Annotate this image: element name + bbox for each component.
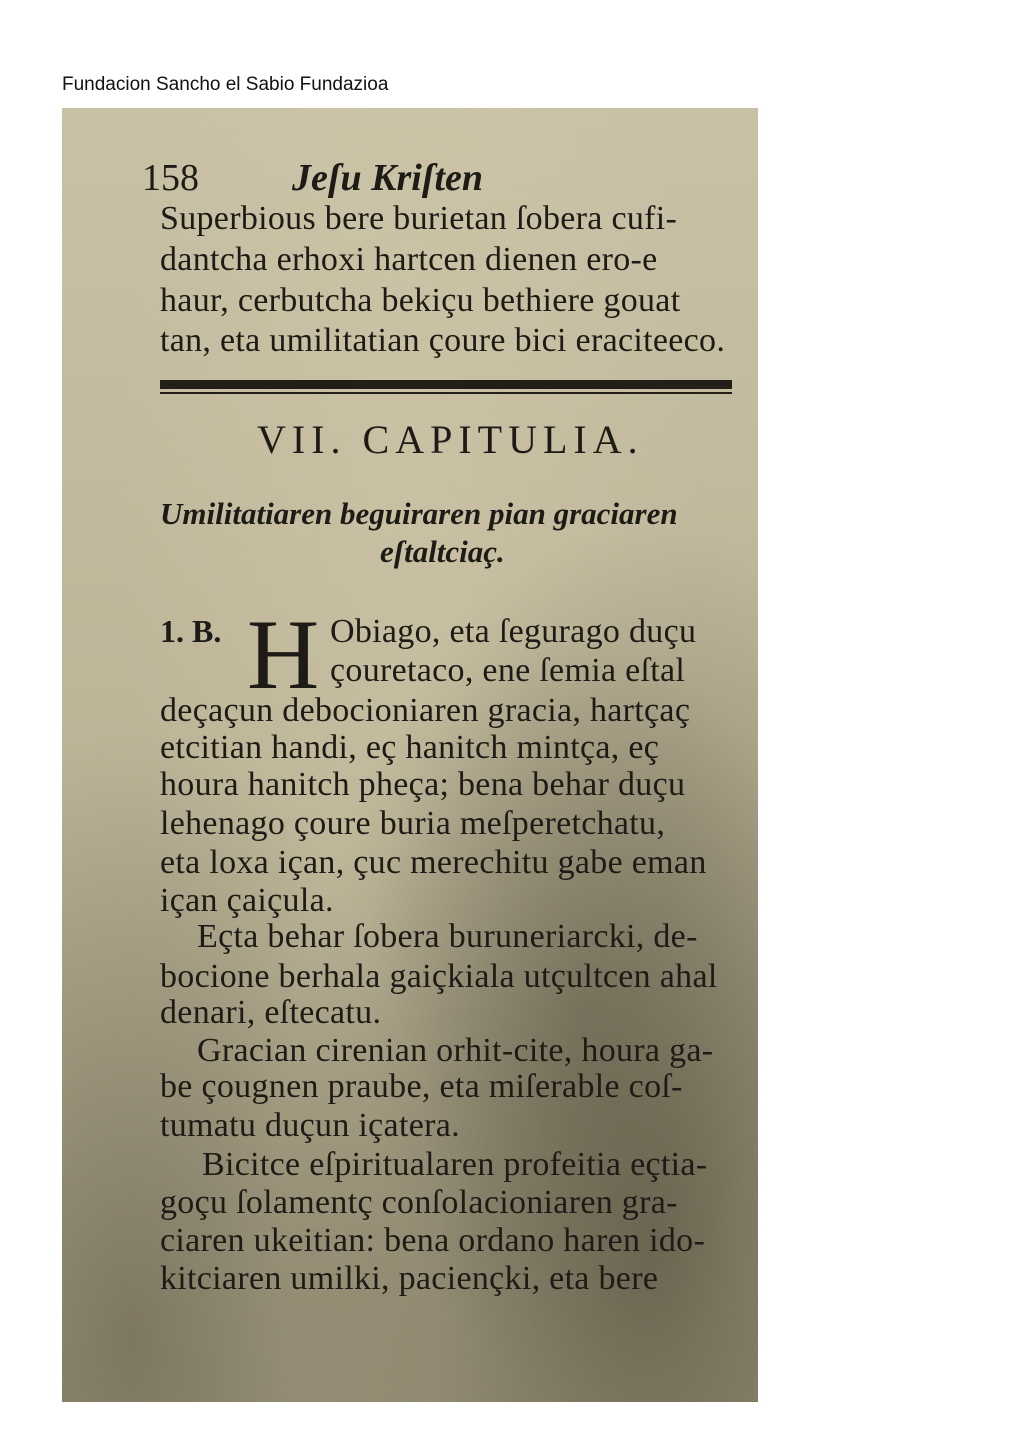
running-head (142, 156, 483, 200)
top-line: haur, cerbutcha bekiçu bethiere gouat (160, 282, 681, 319)
chapter-rule-thin (160, 392, 732, 394)
top-line: tan, eta umilitatian çoure bici eraciteeco. (160, 322, 726, 359)
chapter-heading: VII. CAPITULIA. (257, 417, 644, 462)
chapter-rule-thick (160, 380, 732, 389)
body-line: lehenago çoure buria meſperetchatu, (160, 805, 666, 842)
drop-cap: H (247, 599, 320, 710)
body-line: houra hanitch pheça; bena behar duçu (160, 766, 686, 803)
body-line: çouretaco, ene ſemia eſtal (330, 652, 686, 689)
running-title: Jeſu Kriſten (292, 157, 484, 199)
body-line: etcitian handi, eç hanitch mintça, eç (160, 729, 660, 766)
body-line: Eçta behar ſobera buruneriarcki, de- (197, 918, 698, 955)
body-line: deçaçun debocioniaren gracia, hartçaç (160, 692, 691, 729)
body-line: ciaren ukeitian: bena ordano haren ido- (160, 1222, 706, 1259)
chapter-subtitle-line: eſtaltciaç. (380, 534, 505, 569)
body-line: eta loxa içan, çuc merechitu gabe eman (160, 844, 707, 881)
body-line: kitciaren umilki, paciençki, eta bere (160, 1260, 659, 1297)
body-line: bocione berhala gaiçkiala utçultcen ahal (160, 958, 718, 995)
verse-mark: 1. B. (160, 613, 222, 649)
page-number: 158 (142, 157, 199, 199)
body-line: içan çaiçula. (160, 882, 334, 919)
top-line: dantcha erhoxi hartcen dienen ero-e (160, 241, 658, 278)
source-header: Fundacion Sancho el Sabio Fundazioa (62, 74, 389, 95)
body-line: denari, eſtecatu. (160, 994, 382, 1031)
body-line: be çougnen praube, eta miſerable coſ- (160, 1068, 683, 1105)
top-line: Superbious bere burietan ſobera cufi- (160, 200, 678, 237)
chapter-subtitle-line: Umilitatiaren beguiraren pian graciaren (160, 496, 678, 531)
body-line: tumatu duçun içatera. (160, 1107, 460, 1144)
body-line: Gracian cirenian orhit-cite, houra ga- (197, 1032, 714, 1069)
body-line: Obiago, eta ſegurago duçu (330, 613, 697, 650)
scanned-page (62, 108, 758, 1402)
body-line: goçu ſolamentç conſolacioniaren gra- (160, 1184, 678, 1221)
body-line: Bicitce eſpiritualaren profeitia eçtia- (202, 1146, 708, 1183)
